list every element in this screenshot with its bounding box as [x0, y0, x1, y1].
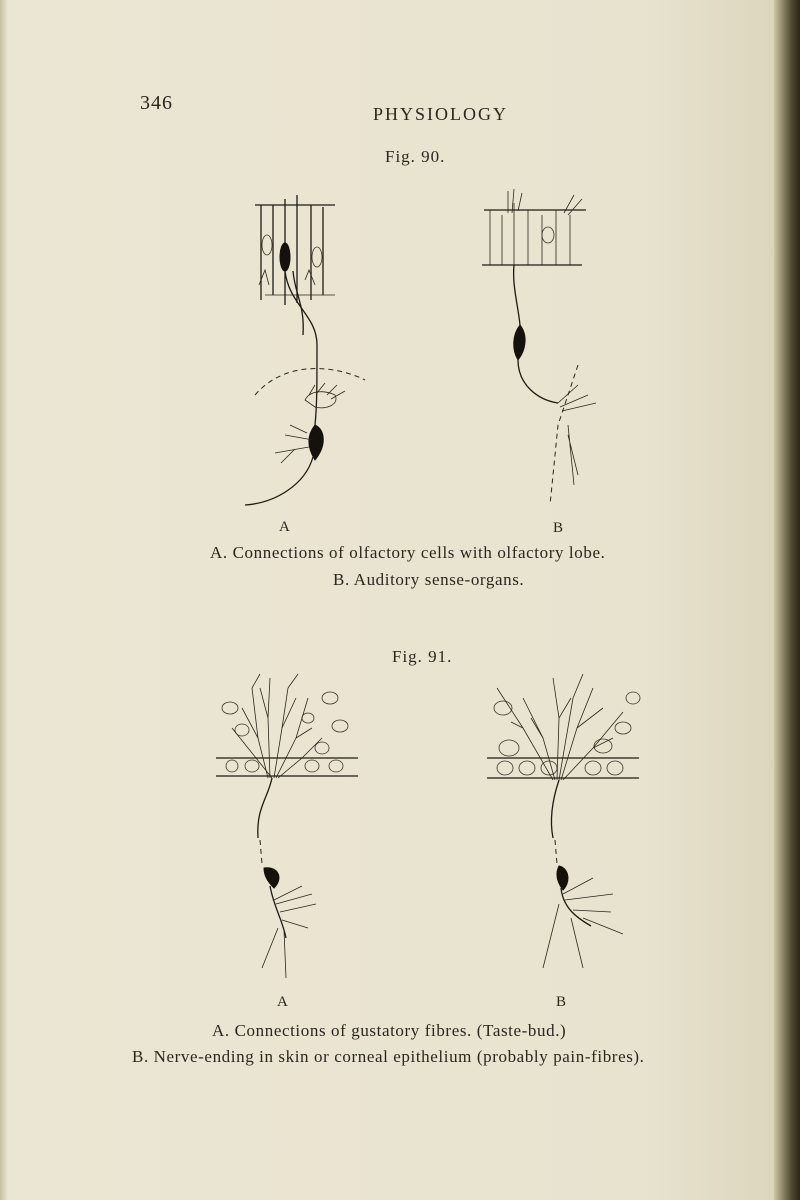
page-number: 346 [140, 92, 173, 114]
figure-91-b-letter: B [556, 994, 567, 1010]
figure-91-a-letter: A [277, 994, 288, 1010]
figure-90-label: Fig. 90. [385, 147, 446, 166]
figure-90-a-letter: A [279, 519, 290, 535]
figure-90-caption-b: B. Auditory sense-organs. [333, 570, 525, 589]
figure-91-caption-b: B. Nerve-ending in skin or corneal epithelium (probably pain-fibres). [132, 1047, 645, 1066]
figure-91-a-illustration [212, 668, 360, 988]
figure-90-a-illustration [245, 185, 385, 515]
figure-91-label: Fig. 91. [392, 647, 453, 666]
book-binding-edge [774, 0, 800, 1200]
figure-90-b-illustration [478, 185, 618, 505]
figure-90-caption-a: A. Connections of olfactory cells with olfactory lobe. [210, 543, 606, 562]
figure-91-b-illustration [483, 668, 643, 988]
figure-91-caption-a: A. Connections of gustatory fibres. (Taste-bud.) [212, 1021, 567, 1040]
page-left-shadow [0, 0, 8, 1200]
figure-90-b-letter: B [553, 520, 564, 536]
running-head: PHYSIOLOGY [373, 104, 509, 124]
